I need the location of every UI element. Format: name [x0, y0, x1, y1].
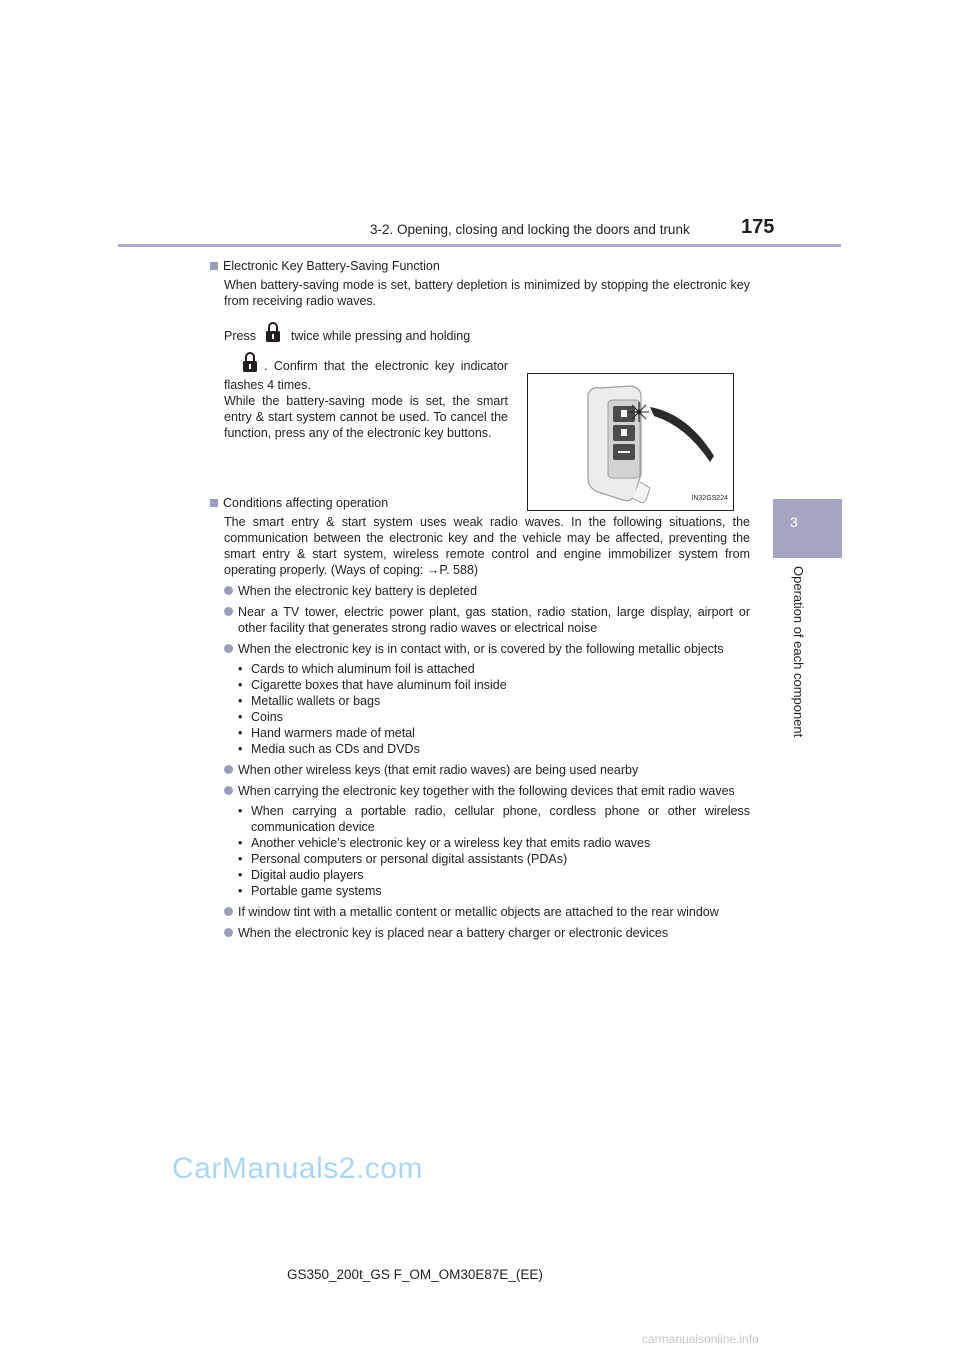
- list-item: When other wireless keys (that emit radio waves) are being used nearby: [224, 762, 750, 778]
- battery-saving-note: While the battery-saving mode is set, the smart entry & start system cannot be used. To cancel the function, press any of the electronic key buttons.: [224, 394, 508, 440]
- header-section-title: 3-2. Opening, closing and locking the doors and trunk: [370, 222, 690, 237]
- circle-bullet-icon: [224, 765, 233, 774]
- sub-list-item: • Media such as CDs and DVDs: [238, 741, 750, 757]
- sub-list-item: • Cigarette boxes that have aluminum foil inside: [238, 677, 750, 693]
- lock-icon: [259, 321, 287, 347]
- indicator-flash-icon: [629, 402, 649, 422]
- sub-list: [238, 803, 750, 899]
- sub-list-item: • Metallic wallets or bags: [238, 693, 750, 709]
- watermark-url: carmanualsonline.info: [642, 1332, 759, 1346]
- circle-bullet-icon: [224, 786, 233, 795]
- circle-bullet-icon: [224, 928, 233, 937]
- circle-bullet-icon: [224, 607, 233, 616]
- list-item: When the electronic key is placed near a battery charger or electronic devices: [224, 925, 750, 941]
- electronic-key-illustration: [528, 374, 733, 510]
- sub-list-item: • Cards to which aluminum foil is attached: [238, 661, 750, 677]
- lock-icon: [236, 351, 264, 377]
- electronic-key-figure: [527, 373, 734, 511]
- sub-list-item: • Hand warmers made of metal: [238, 725, 750, 741]
- chapter-title: Operation of each component: [791, 566, 806, 738]
- sub-list-item: • When carrying a portable radio, cellular phone, cordless phone or other wireless communication device: [238, 803, 750, 835]
- section-intro: When battery-saving mode is set, battery depletion is minimized by stopping the electronic key from receiving radio waves.: [224, 278, 750, 308]
- battery-saving-instructions: Press twice while pressing and holding . Confirm that the electronic key indicator flashes 4 times. While the battery-saving mode is set, the smart entry & start system cannot be used. To cancel the function, press any of the electronic key buttons.: [224, 315, 508, 441]
- header-divider: [118, 244, 841, 247]
- page-content: [210, 258, 750, 941]
- sub-list: [238, 661, 750, 757]
- conditions-list: [224, 583, 750, 941]
- list-item: When the electronic key is in contact with, or is covered by the following metallic objects • Cards to which aluminum foil is attached • Cigarette boxes that have aluminum foil inside • Metallic wallets or bags • Coins • Hand warmers made of metal • Media such as CDs and DVDs: [224, 641, 750, 757]
- circle-bullet-icon: [224, 644, 233, 653]
- list-item: If window tint with a metallic content or metallic objects are attached to the rear window: [224, 904, 750, 920]
- section-heading: Electronic Key Battery-Saving Function: [210, 258, 750, 274]
- sub-list-item: • Coins: [238, 709, 750, 725]
- watermark-logo: CarManuals2.com: [172, 1152, 423, 1185]
- list-item: When carrying the electronic key together with the following devices that emit radio waves • When carrying a portable radio, cellular phone, cordless phone or other wireless communication device • Another vehicle’s electronic key or a wireless key that emits radio waves • Personal computers or personal digital assistants (PDAs) • Digital audio players • Portable game systems: [224, 783, 750, 899]
- sub-list-item: • Digital audio players: [238, 867, 750, 883]
- section-intro: The smart entry & start system uses weak radio waves. In the following situations, the communication between the electronic key and the vehicle may be affected, preventing the smart entry & start system, wireless remote control and engine immobilizer system from operating properly. (Ways of coping: →P. 588): [224, 515, 750, 577]
- battery-saving-block: [210, 315, 750, 502]
- square-bullet-icon: [210, 499, 218, 507]
- circle-bullet-icon: [224, 907, 233, 916]
- sub-list-item: • Portable game systems: [238, 883, 750, 899]
- figure-code: IN32GS224: [691, 495, 728, 502]
- chapter-tab: [773, 499, 842, 558]
- list-item: Near a TV tower, electric power plant, gas station, radio station, large display, airport or other facility that generates strong radio waves or electrical noise: [224, 604, 750, 636]
- chapter-number: 3: [790, 514, 798, 530]
- list-item: When the electronic key battery is depleted: [224, 583, 750, 599]
- footer-model-code: GS350_200t_GS F_OM_OM30E87E_(EE): [287, 1267, 543, 1282]
- page-number: 175: [741, 216, 775, 238]
- sub-list-item: • Another vehicle’s electronic key or a wireless key that emits radio waves: [238, 835, 750, 851]
- square-bullet-icon: [210, 262, 218, 270]
- section-heading: Conditions affecting operation: [210, 495, 750, 511]
- circle-bullet-icon: [224, 586, 233, 595]
- sub-list-item: • Personal computers or personal digital assistants (PDAs): [238, 851, 750, 867]
